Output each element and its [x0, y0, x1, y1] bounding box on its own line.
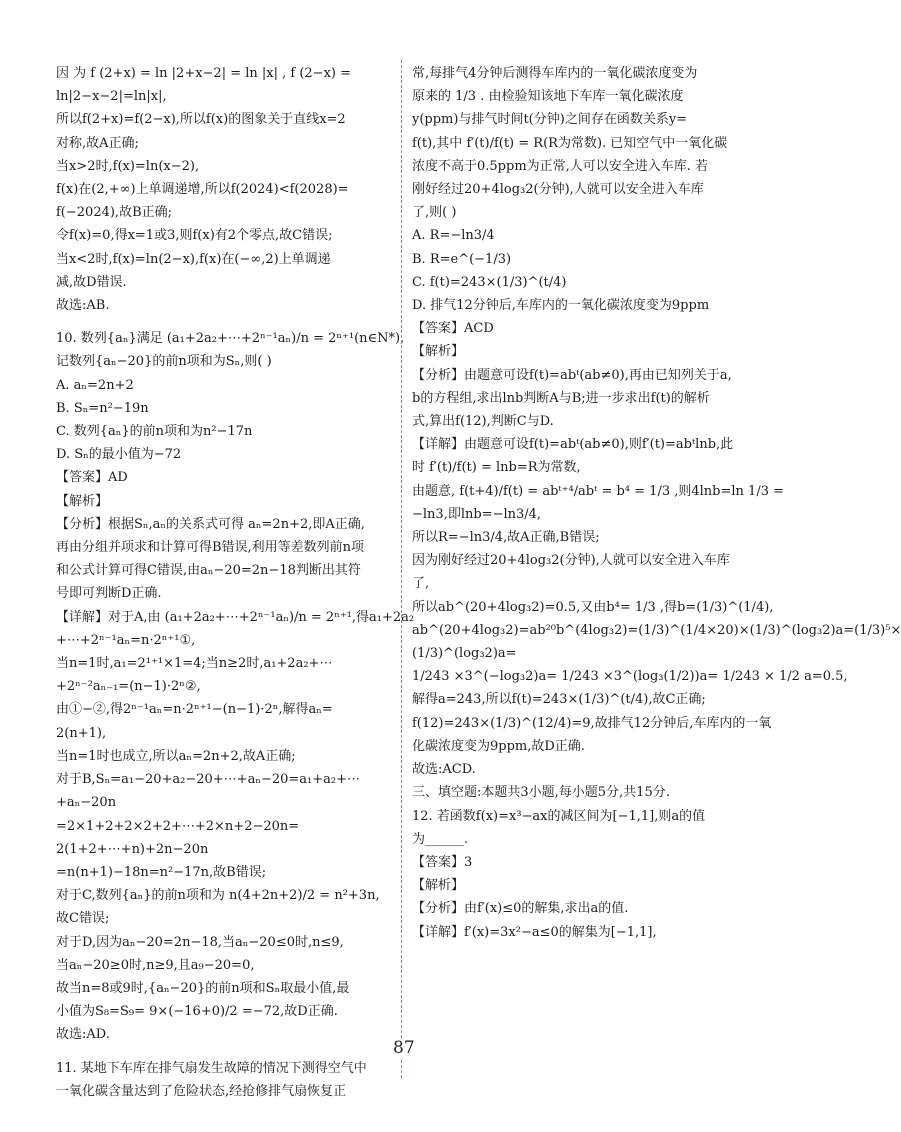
text-line: ab^(20+4log₃2)=ab²⁰b^(4log₃2)=(1/3)^(1/4×20)×(1/3)^(log₃2)a=(1/3)⁵× [412, 622, 901, 638]
text-line: 由①−②,得2ⁿ⁻¹aₙ=n·2ⁿ⁺¹−(n−1)·2ⁿ,解得aₙ= [56, 702, 333, 718]
text-line: +aₙ−20n [56, 795, 117, 811]
text-line: 了, [412, 576, 430, 592]
text-line: 为______. [412, 831, 469, 847]
text-line: 1/243 ×3^(−log₃2)a= 1/243 ×3^(log₃(1/2))a= 1/243 × 1/2 a=0.5, [412, 669, 848, 685]
text-line: 一氧化碳含量达到了危险状态,经抢修排气扇恢复正 [56, 1083, 347, 1099]
text-line: 记数列{aₙ−20}的前n项和为Sₙ,则( ) [56, 354, 272, 370]
text-line: 对于D,因为aₙ−20=2n−18,当aₙ−20≤0时,n≤9, [56, 934, 344, 950]
text-line: 【答案】AD [56, 470, 128, 486]
text-line: 【解析】 [56, 493, 109, 509]
text-line: A. aₙ=2n+2 [56, 377, 134, 393]
text-line: ln|2−x−2|=ln|x|, [56, 89, 167, 105]
page-number: 87 [390, 1038, 418, 1058]
text-line: =n(n+1)−18n=n²−17n,故B错误; [56, 864, 267, 880]
text-line: 【详解】f′(x)=3x²−a≤0的解集为[−1,1], [412, 924, 657, 940]
text-line: 对称,故A正确; [56, 135, 139, 151]
text-line: 故选:AB. [56, 298, 110, 314]
text-line: 所以ab^(20+4log₃2)=0.5,又由b⁴= 1/3 ,得b=(1/3)^(1/4), [412, 599, 774, 615]
text-line: 小值为S₈=S₉= 9×(−16+0)/2 =−72,故D正确. [56, 1004, 338, 1020]
column-divider [401, 60, 402, 1078]
text-line: 再由分组并项求和计算可得B错误,利用等差数列前n项 [56, 540, 365, 556]
text-line: 【详解】对于A,由 (a₁+2a₂+⋯+2ⁿ⁻¹aₙ)/n = 2ⁿ⁺¹,得a₁+2a₂ [56, 609, 415, 625]
paragraph-gap [56, 1047, 392, 1057]
text-line: 【答案】ACD [412, 321, 494, 337]
text-line: +2ⁿ⁻²aₙ₋₁=(n−1)·2ⁿ②, [56, 679, 201, 695]
text-line: 当aₙ−20≥0时,n≥9,且a₉−20=0, [56, 957, 255, 973]
text-line: 【详解】由题意可设f(t)=abᵗ(ab≠0),则f′(t)=abᵗlnb,此 [412, 437, 734, 453]
text-line: 故选:ACD. [412, 762, 476, 778]
text-line: 12. 若函数f(x)=x³−ax的减区间为[−1,1],则a的值 [412, 808, 706, 824]
text-line: f(12)=243×(1/3)^(12/4)=9,故排气12分钟后,车库内的一氧 [412, 715, 772, 731]
text-line: 【分析】根据Sₙ,aₙ的关系式可得 aₙ=2n+2,即A正确, [56, 516, 365, 532]
text-line: 所以f(2+x)=f(2−x),所以f(x)的图象关于直线x=2 [56, 112, 346, 128]
paragraph-gap [56, 317, 392, 327]
text-line: b的方程组,求出lnb判断A与B;进一步求出f(t)的解析 [412, 390, 710, 406]
text-line: 时 f′(t)/f(t) = lnb=R为常数, [412, 460, 581, 476]
text-line: 浓度不高于0.5ppm为正常,人可以安全进入车库. 若 [412, 158, 709, 174]
text-line: 和公式计算可得C错误,由aₙ−20=2n−18判断出其符 [56, 563, 361, 579]
text-line: 【解析】 [412, 344, 465, 360]
text-line: 化碳浓度变为9ppm,故D正确. [412, 738, 585, 754]
text-line: f(t),其中 f′(t)/f(t) = R(R为常数). 已知空气中一氧化碳 [412, 135, 728, 151]
text-line: 原来的 1/3 . 由检验知该地下车库一氧化碳浓度 [412, 89, 684, 105]
text-line: C. 数列{aₙ}的前n项和为n²−17n [56, 424, 253, 440]
text-line: 当x>2时,f(x)=ln(x−2), [56, 158, 200, 174]
text-line: +⋯+2ⁿ⁻¹aₙ=n·2ⁿ⁺¹①, [56, 632, 196, 648]
text-line: 常,每排气4分钟后测得车库内的一氧化碳浓度变为 [412, 66, 698, 81]
text-line: B. Sₙ=n²−19n [56, 400, 149, 416]
text-line: 【分析】由题意可设f(t)=abᵗ(ab≠0),再由已知列关于a, [412, 367, 732, 383]
text-line: 【答案】3 [412, 854, 473, 870]
text-line: f(x)在(2,+∞)上单调递增,所以f(2024)<f(2028)= [56, 182, 349, 198]
text-line: 解得a=243,所以f(t)=243×(1/3)^(t/4),故C正确; [412, 692, 706, 708]
text-line: 号即可判断D正确. [56, 586, 162, 602]
text-line: 【分析】由f′(x)≤0的解集,求出a的值. [412, 901, 629, 917]
text-line: y(ppm)与排气时间t(分钟)之间存在函数关系y= [412, 112, 688, 128]
text-line: =2×1+2+2×2+2+⋯+2×n+2−20n= [56, 818, 300, 834]
text-line: A. R=−ln3/4 [412, 228, 495, 244]
text-line: 故选:AD. [56, 1027, 110, 1043]
text-line: 故当n=8或9时,{aₙ−20}的前n项和Sₙ取最小值,最 [56, 980, 350, 996]
text-line: 对于B,Sₙ=a₁−20+a₂−20+⋯+aₙ−20=a₁+a₂+⋯ [56, 772, 360, 788]
text-line: 10. 数列{aₙ}满足 (a₁+2a₂+⋯+2ⁿ⁻¹aₙ)/n = 2ⁿ⁺¹(n∈N*), [56, 331, 405, 347]
text-line: 因为刚好经过20+4log₃2(分钟),人就可以安全进入车库 [412, 553, 730, 569]
text-line: 当n=1时也成立,所以aₙ=2n+2,故A正确; [56, 748, 296, 764]
text-line: 减,故D错误. [56, 274, 127, 290]
text-line: 所以R=−ln3/4,故A正确,B错误; [412, 530, 600, 546]
text-line: 11. 某地下车库在排气扇发生故障的情况下测得空气中 [56, 1060, 367, 1076]
text-line: 2(1+2+⋯+n)+2n−20n [56, 841, 209, 857]
right-column [412, 62, 901, 944]
text-line: B. R=e^(−1/3) [412, 251, 512, 267]
text-line: 对于C,数列{aₙ}的前n项和为 n(4+2n+2)/2 = n²+3n, [56, 888, 380, 904]
text-line: 当x<2时,f(x)=ln(2−x),f(x)在(−∞,2)上单调递 [56, 251, 331, 267]
text-line: D. 排气12分钟后,车库内的一氧化碳浓度变为9ppm [412, 298, 710, 314]
text-line: 【解析】 [412, 878, 465, 894]
text-line: (1/3)^(log₃2)a= [412, 646, 517, 662]
text-line: 令f(x)=0,得x=1或3,则f(x)有2个零点,故C错误; [56, 228, 333, 244]
text-line: f(−2024),故B正确; [56, 205, 172, 221]
text-line: 三、填空题:本题共3小题,每小题5分,共15分. [412, 785, 670, 801]
text-line: 故C错误; [56, 911, 110, 927]
text-line: 由题意, f(t+4)/f(t) = abᵗ⁺⁴/abᵗ = b⁴ = 1/3 ,则4lnb=ln 1/3 = [412, 483, 784, 499]
text-line: 式,算出f(12),判断C与D. [412, 414, 554, 430]
text-line: 2(n+1), [56, 725, 107, 741]
text-line: 当n=1时,a₁=2¹⁺¹×1=4;当n≥2时,a₁+2a₂+⋯ [56, 656, 333, 672]
text-line: 因 为 f (2+x) = ln |2+x−2| = ln |x| , f (2−x) = [56, 66, 352, 81]
text-line: D. Sₙ的最小值为−72 [56, 447, 182, 463]
text-line: C. f(t)=243×(1/3)^(t/4) [412, 274, 567, 290]
text-line: 刚好经过20+4log₃2(分钟),人就可以安全进入车库 [412, 182, 704, 198]
text-line: 了,则( ) [412, 205, 457, 221]
text-line: −ln3,即lnb=−ln3/4, [412, 506, 542, 522]
